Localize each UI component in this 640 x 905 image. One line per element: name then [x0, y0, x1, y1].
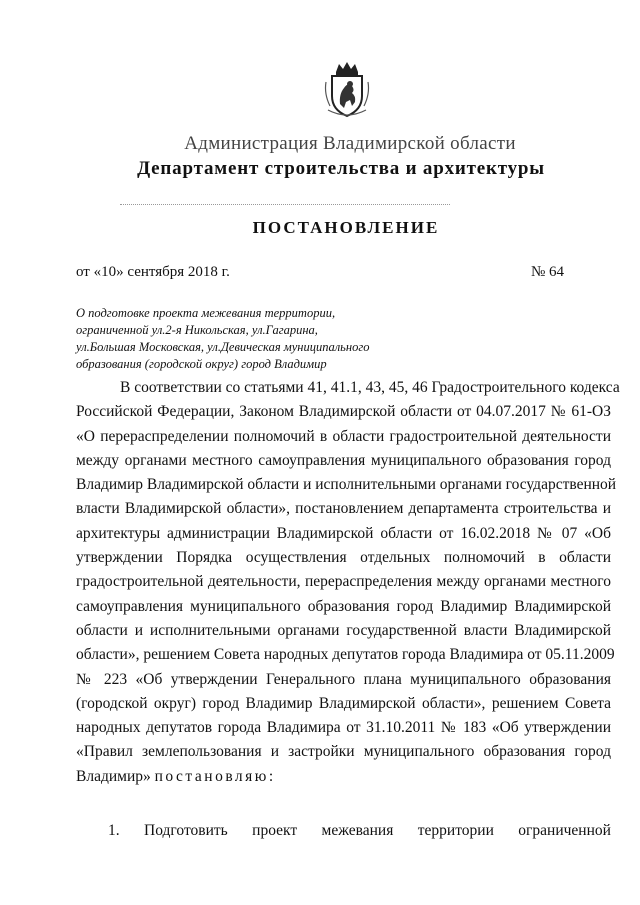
department-name: Департамент строительства и архитектуры [137, 158, 545, 179]
subject-line: ул.Большая Московская, ул.Девическая муниципального [76, 340, 370, 354]
body-line: области и исполнительными органами государственной власти Владимирской [76, 621, 611, 639]
item-word: ограниченной [518, 822, 611, 839]
header-divider [120, 204, 450, 205]
body-line: Российской Федерации, Законом Владимирской области от 04.07.2017 № 61-ОЗ [76, 403, 611, 421]
body-line: архитектуры администрации Владимирской области от 16.02.2018 № 07 «Об [76, 524, 611, 542]
item-word: проект [252, 822, 298, 839]
body-line: народных депутатов города Владимира от 31.10.2011 № 183 «Об утверждении [76, 719, 611, 737]
document-date: от «10» сентября 2018 г. [76, 264, 230, 280]
document-type-title: ПОСТАНОВЛЕНИЕ [252, 218, 440, 237]
item-word: Подготовить [144, 822, 228, 839]
resolution-keyword: постановляю: [154, 767, 276, 785]
body-final-lead: Владимир» [76, 767, 151, 785]
subject-line: ограниченной ул.2-я Никольская, ул.Гагарина, [76, 323, 318, 337]
organization-name: Администрация Владимирской области [184, 133, 516, 154]
list-item-1 [76, 822, 611, 840]
document-body [76, 376, 620, 789]
document-number: № 64 [531, 264, 565, 280]
body-line-final [76, 765, 611, 789]
body-line: области», решением Совета народных депутатов города Владимира от 05.11.2009 [76, 646, 615, 664]
body-line: № 223 «Об утверждении Генерального плана муниципального образования [76, 670, 611, 688]
body-line: градостроительной деятельности, перераспределения между органами местного [76, 573, 611, 591]
body-line: Владимир Владимирской области и исполнительными органами государственной [76, 476, 617, 494]
item-word: территории [417, 822, 494, 839]
body-line: власти Владимирской области», постановлением департамента строительства и [76, 500, 611, 518]
body-line: утверждении Порядка осуществления отдельных полномочий в области [76, 549, 611, 567]
coat-of-arms-emblem [322, 60, 372, 120]
body-line: (городской округ) город Владимир Владимирской области», решением Совета [76, 694, 611, 712]
body-line: самоуправления муниципального образования город Владимир Владимирской [76, 597, 611, 615]
document-subject [76, 305, 416, 373]
body-line: В соответствии со статьями 41, 41.1, 43, 45, 46 Градостроительного кодекса [120, 379, 620, 396]
item-word: межевания [321, 822, 394, 839]
body-line: «О перераспределении полномочий в области градостроительной деятельности [76, 427, 611, 445]
body-line: «Правил землепользования и застройки муниципального образования город [76, 743, 611, 761]
subject-line: образования (городской округ) город Владимир [76, 357, 327, 371]
item-number: 1. [108, 822, 120, 839]
body-line: между органами местного самоуправления муниципального образования город [76, 451, 611, 469]
subject-line: О подготовке проекта межевания территории, [76, 306, 336, 320]
